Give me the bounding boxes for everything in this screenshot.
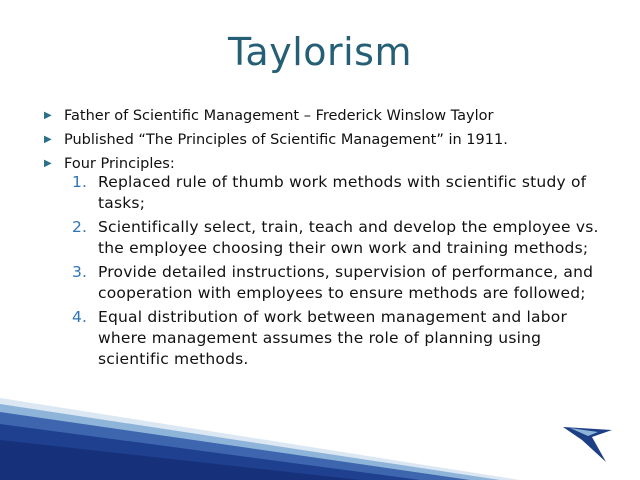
bird-logo-icon: [563, 427, 612, 462]
principle-number: 2.: [72, 218, 88, 236]
principle-text: Replaced rule of thumb work methods with scientific study of tasks;: [98, 173, 587, 212]
triangle-right-icon: ▶: [44, 158, 52, 169]
principle-text: Provide detailed instructions, supervision of performance, and cooperation with employees to ensure methods are followed;: [98, 263, 594, 302]
bullet-text: Four Principles:: [64, 156, 175, 172]
bullet-text: Published “The Principles of Scientific Management” in 1911.: [64, 132, 508, 148]
slide-title: Taylorism: [228, 30, 412, 74]
swoosh-decoration: [0, 398, 520, 480]
principle-number: 3.: [72, 263, 88, 281]
principle-number: 1.: [72, 173, 88, 191]
principle-text: Scientifically select, train, teach and develop the employee vs. the employee choosing their own work and training methods;: [98, 218, 599, 257]
bullet-text: Father of Scientific Management – Frederick Winslow Taylor: [64, 108, 494, 124]
principle-number: 4.: [72, 308, 88, 326]
triangle-right-icon: ▶: [44, 110, 52, 121]
principle-text: Equal distribution of work between management and labor where management assumes the role of planning using scientific methods.: [98, 308, 568, 368]
triangle-right-icon: ▶: [44, 134, 52, 145]
